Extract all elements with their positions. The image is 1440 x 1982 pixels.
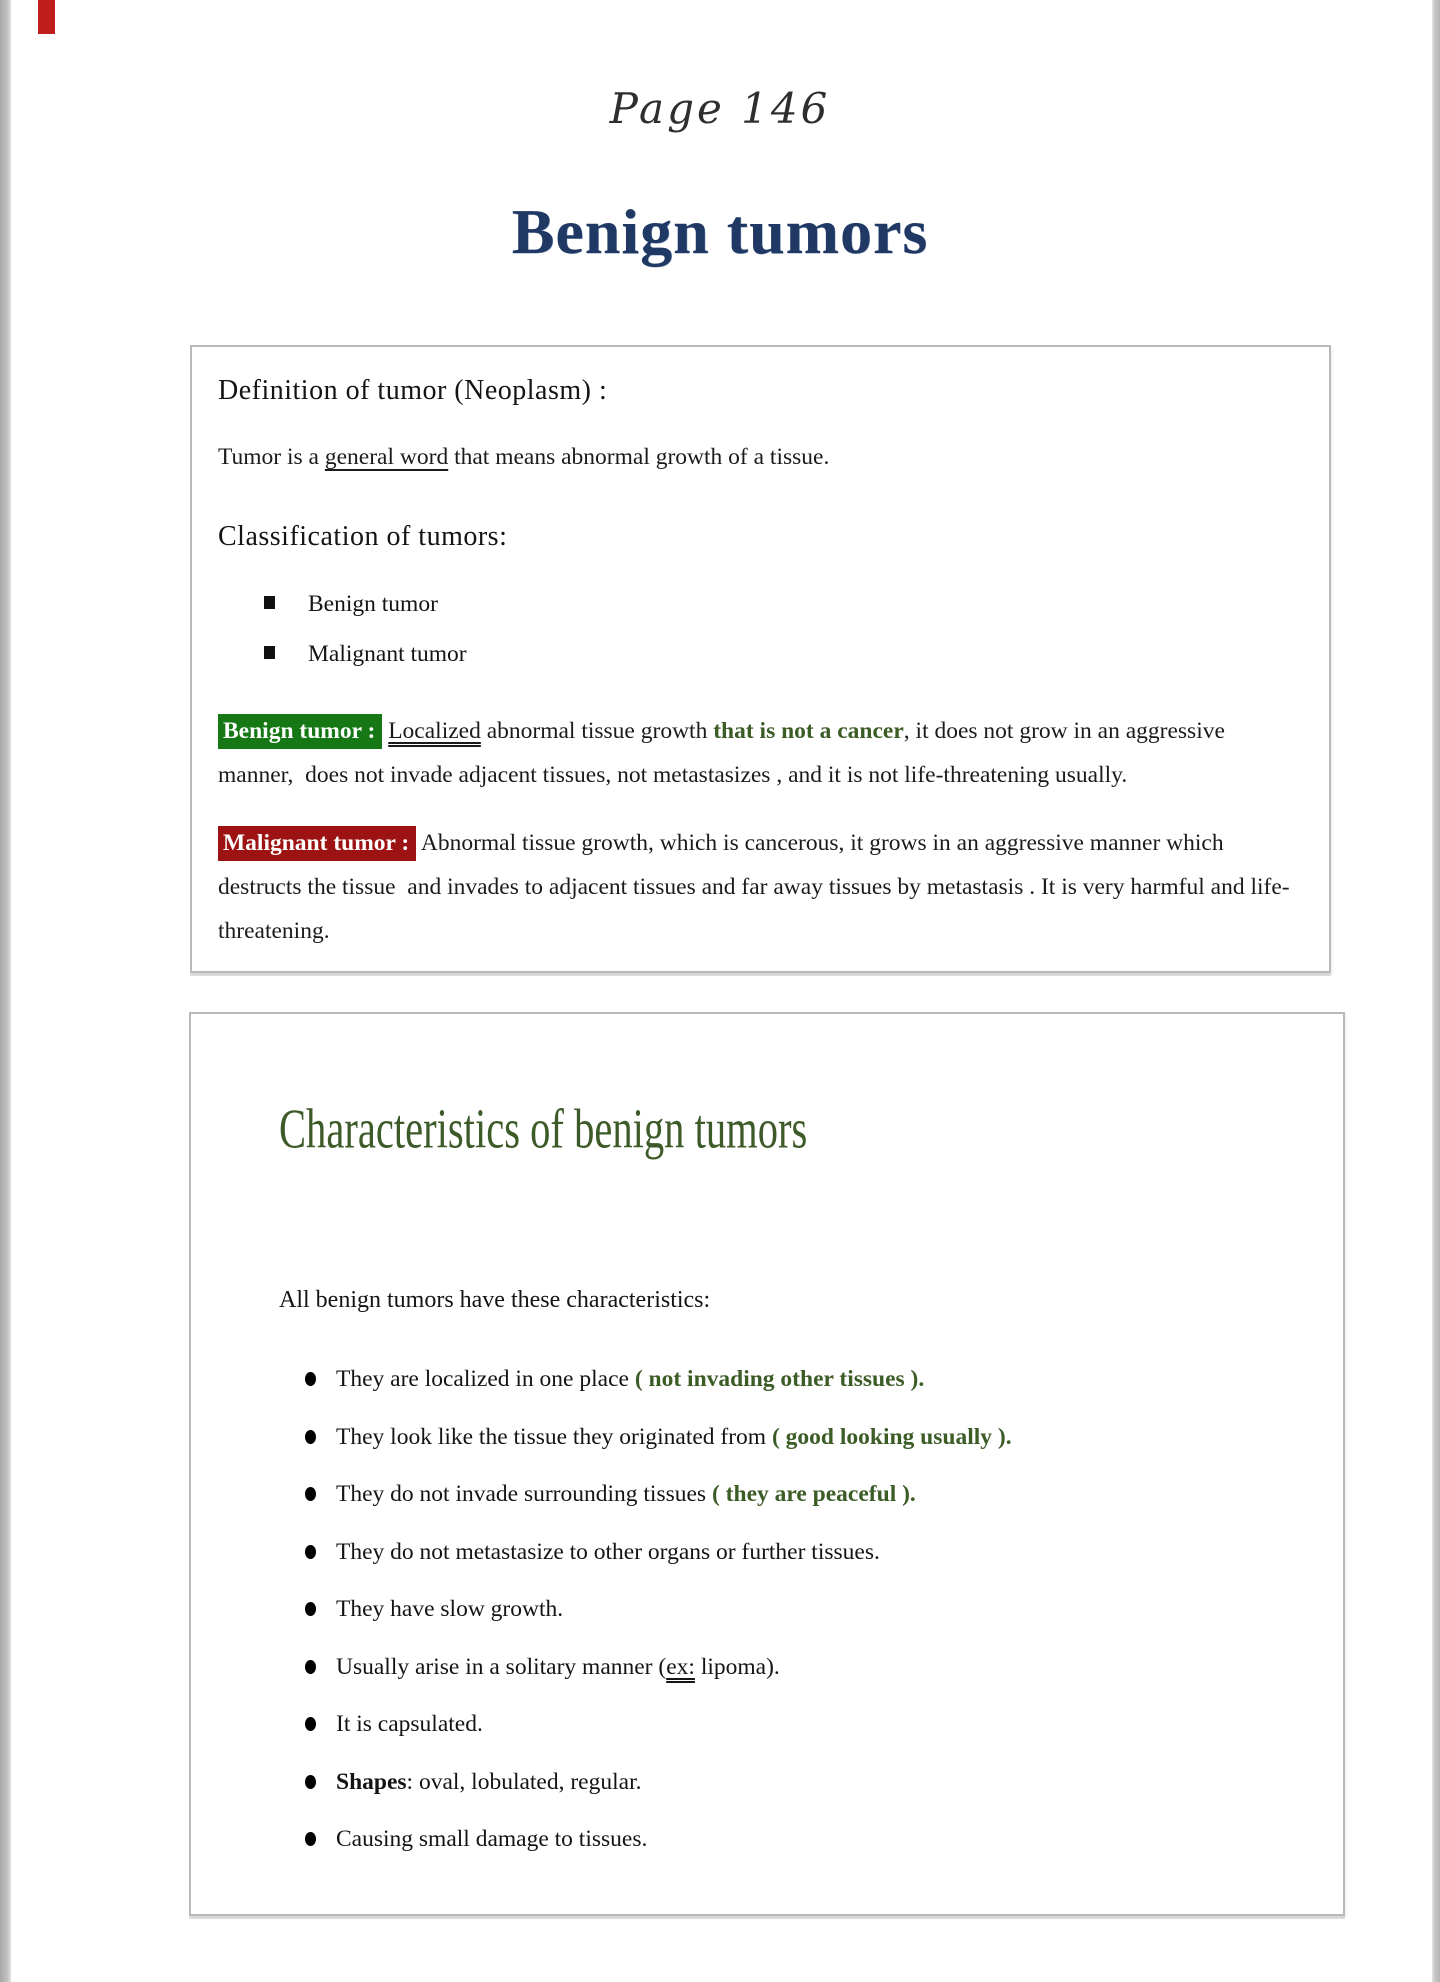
text-segment-g: that is not a cancer <box>713 718 904 744</box>
text-segment: Abnormal tissue growth, which is cancerous, it grows in an aggressive manner which destructs the tissue and invades to adjacent tissues and far away tissues by metastasis . It is very harmful and life-threatening. <box>218 830 1290 944</box>
classification-list <box>264 579 1303 679</box>
definition-heading: Definition of tumor (Neoplasm) : <box>218 375 608 406</box>
characteristics-list-item <box>305 1537 1303 1567</box>
text-segment-hl-green: Benign tumor : <box>218 714 382 749</box>
malignant-tumor-paragraph <box>218 821 1303 953</box>
text-segment-b: Shapes <box>336 1768 407 1795</box>
text-segment: They are localized in one place <box>336 1366 635 1392</box>
clipped-red-highlight-fragment <box>38 0 55 34</box>
characteristics-list-item <box>305 1767 1303 1797</box>
text-segment: They do not invade surrounding tissues <box>336 1481 712 1507</box>
window-right-gutter <box>1432 0 1440 1982</box>
characteristics-list-item <box>305 1594 1303 1624</box>
characteristics-text-frame <box>189 1012 1345 1916</box>
text-segment-uu: ex: <box>666 1653 695 1680</box>
definition-paragraph <box>218 435 1303 479</box>
characteristics-heading: Characteristics of benign tumors <box>279 1098 808 1161</box>
text-segment-u: general word <box>324 444 449 470</box>
text-segment-g: ( good looking usually ). <box>771 1423 1012 1450</box>
text-segment: lipoma). <box>694 1653 780 1680</box>
document-title: Benign tumors <box>511 195 929 267</box>
text-segment: that means abnormal growth of a tissue. <box>448 444 830 470</box>
text-segment: They have slow growth. <box>336 1596 564 1622</box>
window-left-gutter <box>0 0 11 1982</box>
text-segment: Causing small damage to tissues. <box>336 1826 648 1852</box>
text-segment: Tumor is a <box>218 444 325 470</box>
text-segment: They do not metastasize to other organs or further tissues. <box>336 1538 880 1565</box>
characteristics-list-item <box>305 1422 1303 1452</box>
characteristics-intro: All benign tumors have these characteristics: <box>279 1287 711 1313</box>
text-segment-uu: Localized <box>388 718 481 744</box>
text-segment: , it does not grow in an aggressive manner, does not invade adjacent tissues, not metastasizes , and it is not life-threatening usually. <box>218 718 1225 788</box>
text-segment: Usually arise in a solitary manner ( <box>336 1653 667 1680</box>
characteristics-list-item <box>305 1709 1303 1739</box>
characteristics-list <box>305 1364 1303 1854</box>
text-segment: They look like the tissue they originated from <box>336 1423 772 1450</box>
text-segment: It is capsulated. <box>336 1711 483 1737</box>
text-segment-g: ( they are peaceful ). <box>711 1481 916 1507</box>
characteristics-list-item <box>305 1479 1303 1509</box>
text-segment-hl-red: Malignant tumor : <box>218 826 416 861</box>
text-segment: : oval, lobulated, regular. <box>406 1768 642 1795</box>
classification-list-item: Malignant tumor <box>264 629 1303 679</box>
classification-heading: Classification of tumors: <box>218 521 508 552</box>
text-segment: abnormal tissue growth <box>480 718 714 744</box>
characteristics-list-item <box>305 1364 1303 1394</box>
page-number-label: Page 146 <box>609 84 831 133</box>
classification-list-item: Benign tumor <box>264 579 1303 629</box>
characteristics-list-item <box>305 1824 1303 1854</box>
benign-tumor-paragraph <box>218 709 1303 797</box>
text-segment-g: ( not invading other tissues ). <box>634 1366 925 1392</box>
definition-text-frame <box>190 345 1331 973</box>
characteristics-list-item <box>305 1652 1303 1682</box>
